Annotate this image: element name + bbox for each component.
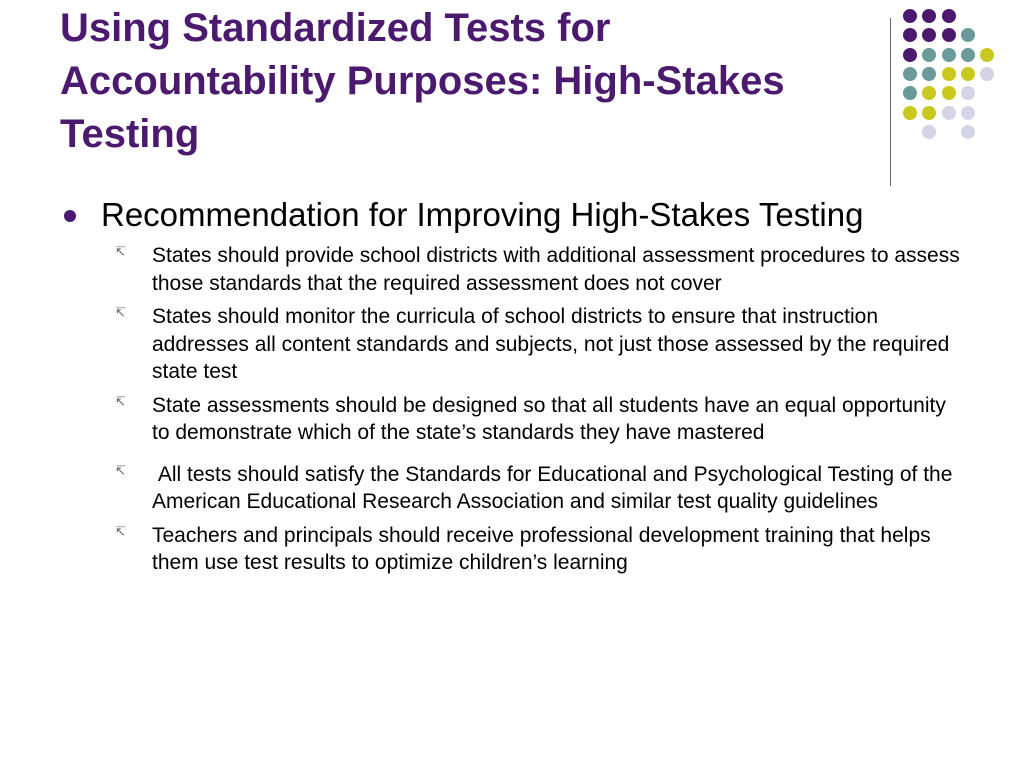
arrow-bullet-icon: ↸ xyxy=(115,462,126,478)
round-bullet-icon xyxy=(64,210,76,222)
decorative-dot-lavender xyxy=(980,67,994,81)
decorative-dot-purple xyxy=(922,9,936,23)
arrow-bullet-icon: ↸ xyxy=(115,244,126,259)
sub-bullet-text: States should provide school districts with additional assessment procedures to assess those standards that the required assessment does not cover xyxy=(152,244,960,295)
decorative-dot-yellow xyxy=(980,48,994,62)
sub-bullet-item xyxy=(60,392,960,447)
decorative-dot-teal xyxy=(922,67,936,81)
decorative-dot-purple xyxy=(922,28,936,42)
sub-bullet-text: All tests should satisfy the Standards for Educational and Psychological Testing of the American Educational Research Association and similar test quality guidelines xyxy=(152,462,958,513)
sub-bullet-text: State assessments should be designed so that all students have an equal opportunity to demonstrate which of the state’s standards they have mastered xyxy=(152,393,946,444)
slide-body xyxy=(60,194,960,583)
sub-bullet-text: States should monitor the curricula of school districts to ensure that instruction addresses all content standards and subjects, not just those assessed by the required state test xyxy=(152,305,950,383)
sub-bullet-text: Teachers and principals should receive professional development training that helps them use test results to optimize children’s learning xyxy=(152,523,931,574)
main-bullet-text: Recommendation for Improving High-Stakes Testing xyxy=(101,196,864,233)
decorative-dot-yellow xyxy=(922,86,936,100)
decorative-dot-yellow xyxy=(942,67,956,81)
decorative-dot-lavender xyxy=(942,106,956,120)
arrow-bullet-icon: ↸ xyxy=(115,393,126,409)
decorative-dot-teal xyxy=(922,48,936,62)
decorative-dot-yellow xyxy=(961,67,975,81)
decorative-dot-grid xyxy=(900,0,1024,180)
decorative-dot-purple xyxy=(942,28,956,42)
decorative-dot-purple xyxy=(903,9,917,23)
decorative-dot-teal xyxy=(903,86,917,100)
decorative-dot-teal xyxy=(942,48,956,62)
decorative-dot-teal xyxy=(903,67,917,81)
sub-bullet-list xyxy=(60,242,960,577)
arrow-bullet-icon: ↸ xyxy=(115,523,126,539)
decorative-dot-lavender xyxy=(961,125,975,139)
decorative-dot-lavender xyxy=(961,106,975,120)
arrow-bullet-icon: ↸ xyxy=(115,305,126,320)
sub-bullet-item xyxy=(60,242,960,297)
sub-bullet-item xyxy=(60,461,960,516)
main-bullet-item xyxy=(60,194,960,236)
decorative-dot-purple xyxy=(903,28,917,42)
decorative-dot-teal xyxy=(961,48,975,62)
decorative-dot-yellow xyxy=(903,106,917,120)
sub-bullet-item xyxy=(60,522,960,577)
decorative-dot-lavender xyxy=(961,86,975,100)
decorative-dot-teal xyxy=(961,28,975,42)
decorative-dot-yellow xyxy=(922,106,936,120)
title-divider-line xyxy=(890,18,891,186)
sub-bullet-item xyxy=(60,303,960,386)
slide-title: Using Standardized Tests for Accountability Purposes: High-Stakes Testing xyxy=(60,6,785,156)
decorative-dot-purple xyxy=(942,9,956,23)
decorative-dot-purple xyxy=(903,48,917,62)
decorative-dot-yellow xyxy=(942,86,956,100)
decorative-dot-lavender xyxy=(922,125,936,139)
